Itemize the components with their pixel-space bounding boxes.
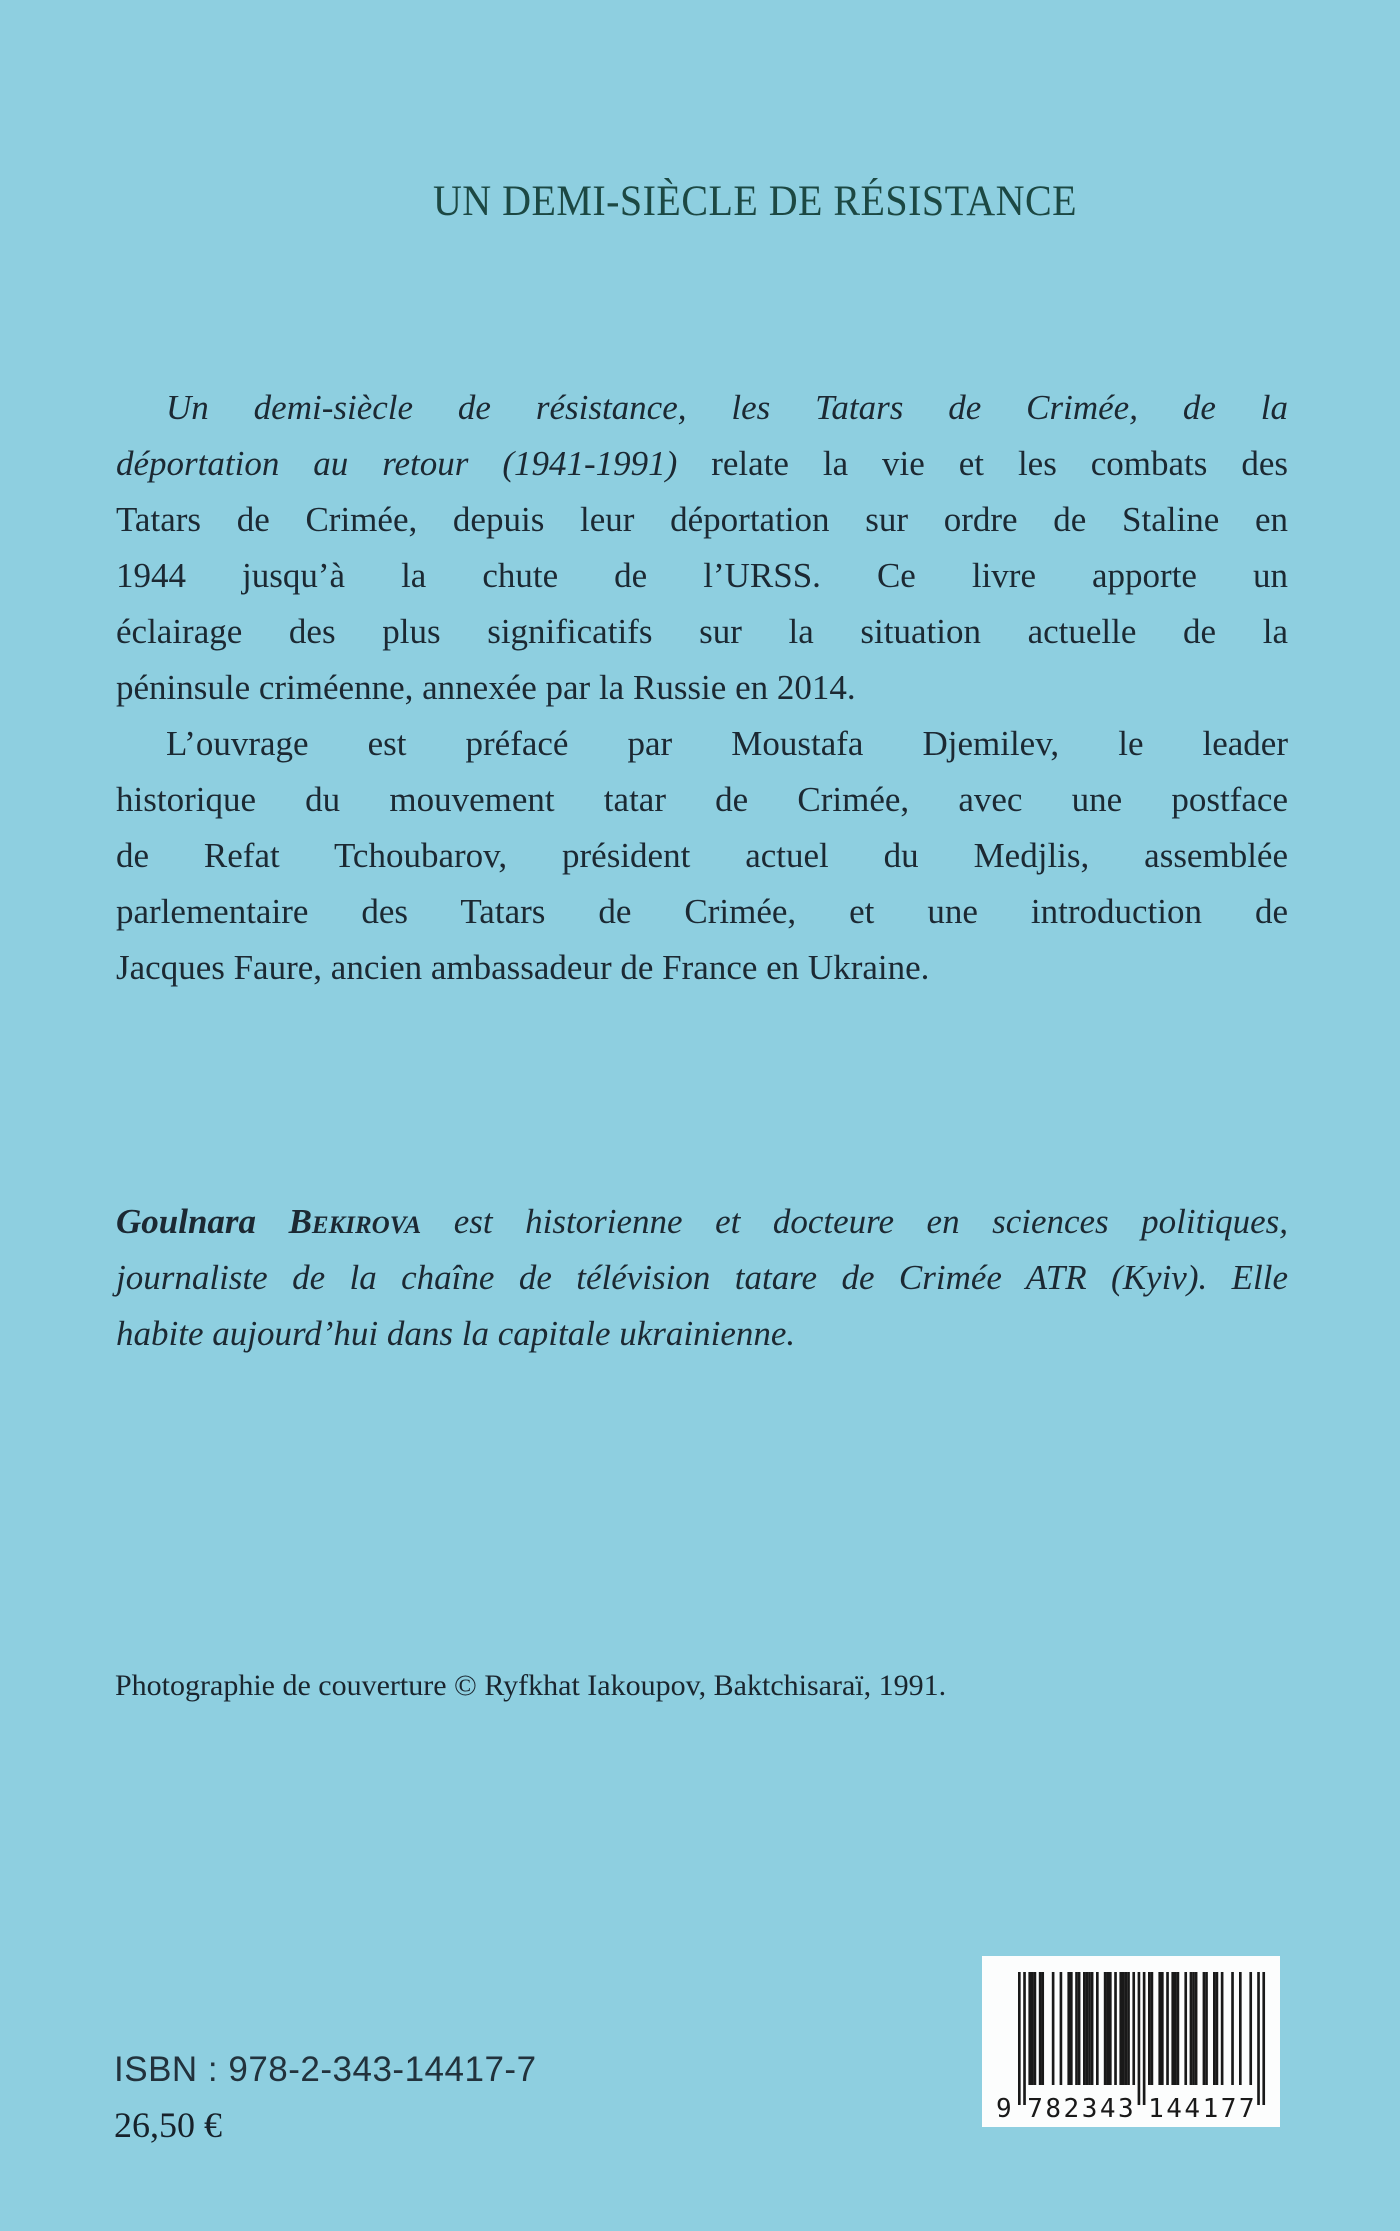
barcode-svg-container: [982, 1956, 1280, 2132]
price: 26,50 €: [114, 2105, 222, 2145]
text-segment: Goulnara: [116, 1202, 289, 1241]
text-segment: journaliste de la chaîne de télévision tatare de Crimée ATR (Kyiv). Elle: [116, 1258, 1288, 1297]
barcode-svg: [982, 1956, 1280, 2127]
text-line: [116, 828, 1288, 884]
text-segment: Tatars de Crimée, depuis leur déportation sur ordre de Staline en: [116, 500, 1288, 539]
book-title: UN DEMI-SIÈCLE DE RÉSISTANCE: [432, 178, 1078, 225]
text-segment: historique du mouvement tatar de Crimée, avec une postface: [116, 780, 1288, 819]
text-line: [116, 940, 1288, 996]
text-segment: 1944 jusqu’à la chute de l’URSS. Ce livre apporte un: [116, 556, 1288, 595]
text-line: [116, 1194, 1288, 1250]
barcode: [982, 1956, 1280, 2127]
text-line: [116, 1306, 1288, 1362]
barcode-digits-right: 144177: [1148, 2094, 1258, 2124]
text-segment: Un demi-siècle de résistance, les Tatars de Crimée, de la: [166, 388, 1288, 427]
text-segment: Bekirova: [288, 1202, 422, 1241]
text-segment: L’ouvrage est préfacé par Moustafa Djemilev, le leader: [166, 724, 1288, 763]
photo-credit: Photographie de couverture © Ryfkhat Iakoupov, Baktchisaraï, 1991.: [115, 1669, 947, 1702]
text-segment: Jacques Faure, ancien ambassadeur de France en Ukraine.: [116, 948, 930, 987]
text-line: [116, 380, 1288, 436]
text-segment: déportation au retour (1941-1991): [116, 444, 678, 483]
author-bio: [116, 1194, 1288, 1362]
synopsis-paragraphs: [116, 380, 1288, 996]
text-line: [116, 772, 1288, 828]
text-segment: éclairage des plus significatifs sur la situation actuelle de la: [116, 612, 1288, 651]
barcode-digits-left: 782343: [1027, 2094, 1137, 2124]
text-segment: parlementaire des Tatars de Crimée, et une introduction de: [116, 892, 1288, 931]
text-line: [116, 1250, 1288, 1306]
text-line: [116, 436, 1288, 492]
text-line: [116, 548, 1288, 604]
text-line: [116, 660, 1288, 716]
text-line: [116, 492, 1288, 548]
text-segment: de Refat Tchoubarov, président actuel du Medjlis, assemblée: [116, 836, 1288, 875]
isbn-number: ISBN : 978-2-343-14417-7: [114, 2050, 537, 2089]
text-segment: est historienne et docteure en sciences politiques,: [421, 1202, 1288, 1241]
text-line: [116, 716, 1288, 772]
text-line: [116, 604, 1288, 660]
text-line: [116, 884, 1288, 940]
barcode-digit-first: 9: [996, 2094, 1015, 2124]
text-segment: habite aujourd’hui dans la capitale ukrainienne.: [116, 1314, 796, 1353]
text-segment: péninsule criméenne, annexée par la Russie en 2014.: [116, 668, 856, 707]
text-segment: relate la vie et les combats des: [677, 444, 1288, 483]
